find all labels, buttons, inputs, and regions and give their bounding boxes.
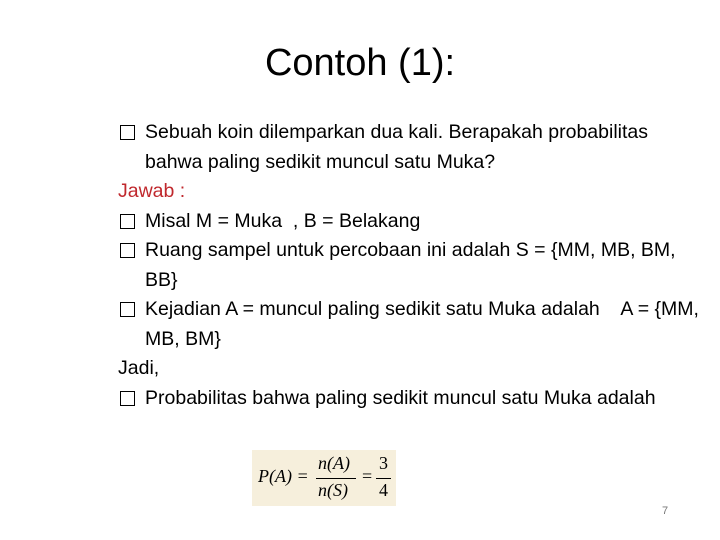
fraction-line	[376, 478, 391, 479]
checkbox-bullet-icon	[120, 302, 135, 317]
formula-denominator-s: n(S)	[318, 480, 348, 500]
slide-body	[118, 118, 705, 413]
conclusion-label: Jadi,	[118, 357, 160, 379]
formula-lhs: P(A) =	[258, 466, 309, 486]
checkbox-bullet-icon	[120, 243, 135, 258]
slide-title: Contoh (1):	[264, 42, 456, 84]
checkbox-bullet-icon	[120, 391, 135, 406]
bullet-definition: Misal M = Muka , B = Belakang	[118, 207, 702, 237]
bullet-sample-space: Ruang sampel untuk percobaan ini adalah S = {MM, MB, BM, BB}	[118, 236, 702, 295]
fraction-line	[316, 478, 356, 479]
checkbox-bullet-icon	[120, 214, 135, 229]
bullet-probability: Probabilitas bahwa paling sedikit muncul satu Muka adalah	[118, 384, 702, 414]
answer-label: Jawab :	[118, 180, 186, 202]
probability-formula	[252, 450, 396, 506]
bullet-event: Kejadian A = muncul paling sedikit satu Muka adalah A = {MM, MB, BM}	[118, 295, 702, 354]
formula-denominator-value: 4	[379, 480, 388, 500]
formula-equals: =	[362, 466, 373, 486]
page-number: 7	[662, 505, 669, 517]
bullet-question: Sebuah koin dilemparkan dua kali. Berapakah probabilitas bahwa paling sedikit muncul satu Muka?	[118, 118, 702, 177]
formula-numerator-value: 3	[379, 453, 388, 473]
checkbox-bullet-icon	[120, 125, 135, 140]
formula-numerator-a: n(A)	[318, 453, 350, 473]
